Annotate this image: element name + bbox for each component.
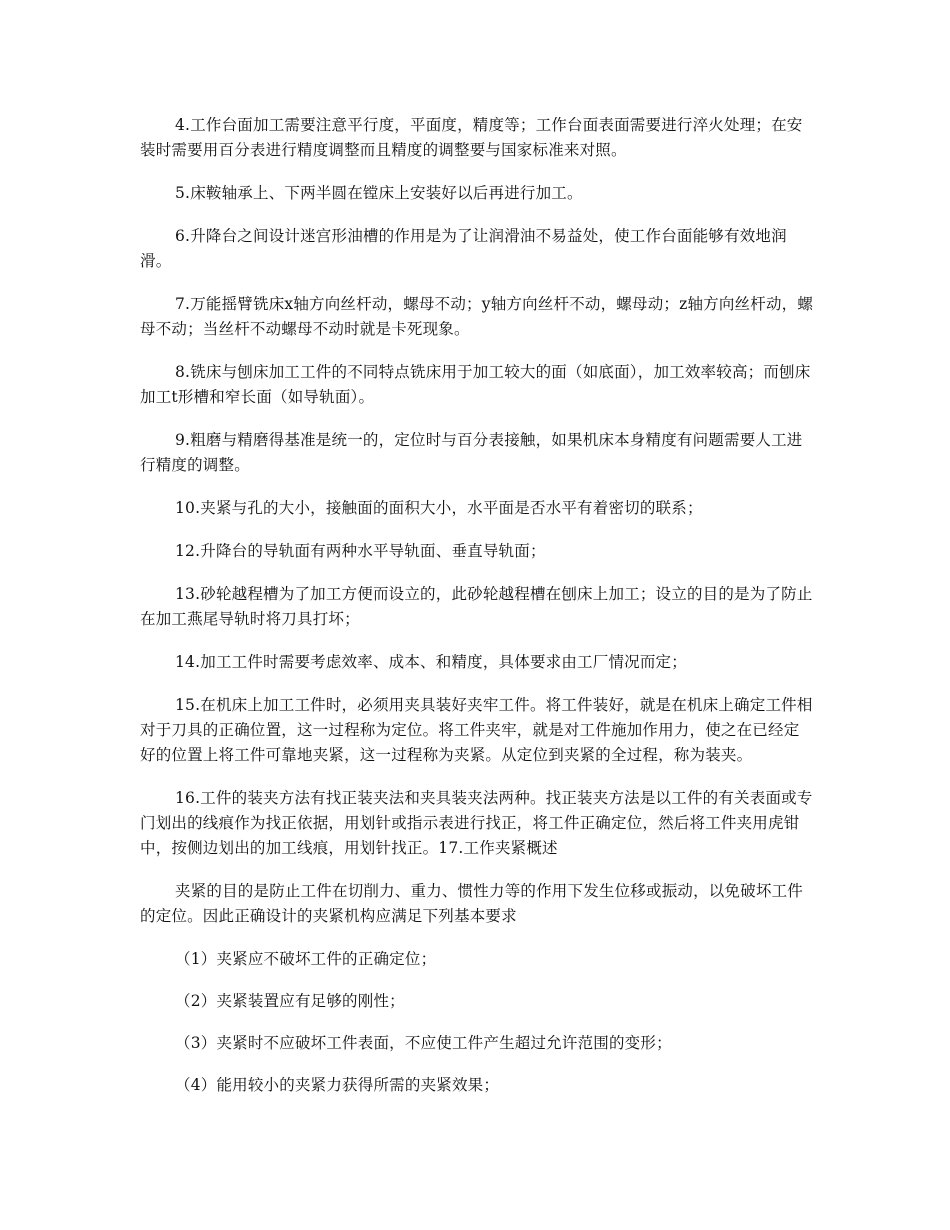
requirement-item-4: （4）能用较小的夹紧力获得所需的夹紧效果； [175,1076,500,1094]
paragraph-item-10: 10.夹紧与孔的大小，接触面的面积大小，水平面是否水平有着密切的联系； [175,499,703,517]
requirement-item-2: （2）夹紧装置应有足够的刚性； [175,992,405,1010]
requirement-item-3: （3）夹紧时不应破坏工件表面，不应使工件产生超过允许范围的变形； [175,1034,672,1052]
paragraph-item-4: 4.工作台面加工需要注意平行度，平面度，精度等；工作台面表面需要进行淬火处理；在安装时需要用百分表进行精度调整而且精度的调整要与国家标准来对照。 [140,116,803,159]
paragraph-item-14: 14.加工工件时需要考虑效率、成本、和精度，具体要求由工厂情况而定； [175,653,687,671]
paragraph-item-16: 16.工件的装夹方法有找正装夹法和夹具装夹法两种。找正装夹方法是以工件的有关表面或专门划出的线痕作为找正依据，用划针或指示表进行找正，将工件正确定位，然后将工件夹用虎钳中，按侧边划出的加工线痕，用划针找正。17.工作夹紧概述 [140,789,813,857]
paragraph-item-5: 5.床鞍轴承上、下两半圆在镗床上安装好以后再进行加工。 [175,184,583,202]
paragraph-clamping-purpose: 夹紧的目的是防止工件在切削力、重力、惯性力等的作用下发生位移或振动，以免破坏工件的定位。因此正确设计的夹紧机构应满足下列基本要求 [140,882,804,925]
paragraph-item-8: 8.铣床与刨床加工工件的不同特点铣床用于加工较大的面（如底面），加工效率较高；而刨床加工t形槽和窄长面（如导轨面）。 [140,363,811,406]
paragraph-item-12: 12.升降台的导轨面有两种水平导轨面、垂直导轨面； [175,542,546,560]
requirement-item-1: （1）夹紧应不破坏工件的正确定位； [175,950,437,968]
paragraph-item-7: 7.万能摇臂铣床x轴方向丝杆动，螺母不动；y轴方向丝杆不动，螺母动；z轴方向丝杆动，螺母不动；当丝杆不动螺母不动时就是卡死现象。 [140,295,814,338]
paragraph-item-9: 9.粗磨与精磨得基准是统一的，定位时与百分表接触，如果机床本身精度有问题需要人工进行精度的调整。 [140,431,803,474]
paragraph-item-6: 6.升降台之间设计迷宫形油槽的作用是为了让润滑油不易益处，使工作台面能够有效地润滑。 [140,227,787,270]
paragraph-item-13: 13.砂轮越程槽为了加工方便而设立的，此砂轮越程槽在刨床上加工；设立的目的是为了防止在加工燕尾导轨时将刀具打坏； [140,585,813,628]
paragraph-item-15: 15.在机床上加工工件时，必须用夹具装好夹牢工件。将工件装好，就是在机床上确定工件相对于刀具的正确位置，这一过程称为定位。将工件夹牢，就是对工件施加作用力，使之在已经定好的位置上将工件可靠地夹紧，这一过程称为夹紧。从定位到夹紧的全过程，称为装夹。 [140,696,813,764]
